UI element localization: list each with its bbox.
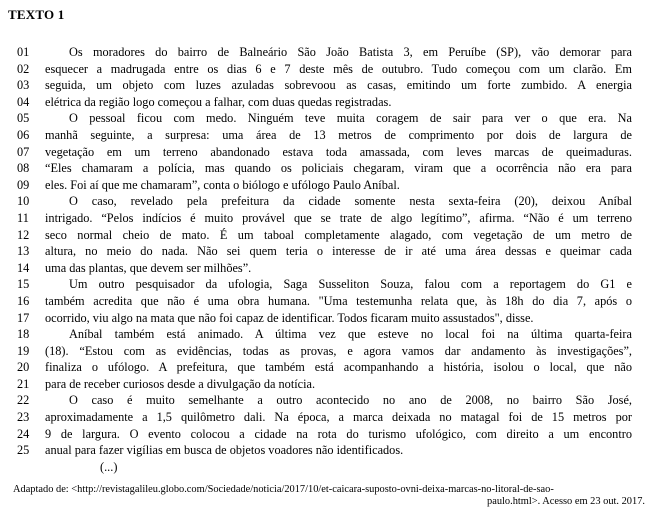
line-text: uma das plantas, que devem ser milhões”.	[45, 260, 252, 275]
line-number: 22	[17, 393, 30, 408]
line-number: 18	[17, 327, 30, 342]
text-line	[0, 110, 647, 127]
text-line	[0, 210, 647, 227]
ellipsis-text: (...)	[100, 459, 118, 474]
text-line	[0, 177, 647, 194]
text-line	[0, 359, 647, 376]
line-number: 09	[17, 177, 30, 192]
line-text: eles. Foi aí que me chamaram”, conta o biólogo e ufólogo Paulo Aníbal.	[45, 177, 400, 192]
line-number: 04	[17, 94, 30, 109]
line-text: altura, no meio do nada. Não sei quem teria o interesse de ir até uma área dessas e queimar cada	[45, 244, 632, 259]
line-text: também acredita que não é uma obra humana. "Uma testemunha relata que, às 18h do dia 7, após o	[45, 293, 632, 308]
text-line	[0, 376, 647, 393]
line-text: Aníbal também está animado. A última vez que esteve no local foi na última quarta-feira	[69, 327, 632, 342]
ellipsis-line	[100, 459, 647, 476]
line-text: “Eles chamaram a polícia, mas quando os policiais chegaram, viram que a ocorrência não era para	[45, 161, 632, 176]
line-text: vegetação em um terreno abandonado estava toda amassada, com leves marcas de queimaduras.	[45, 144, 632, 159]
text-line	[0, 409, 647, 426]
line-text: manhã seguinte, a surpresa: uma área de 13 metros de comprimento por dois de largura de	[45, 127, 632, 142]
line-text: Os moradores do bairro de Balneário São João Batista 3, em Peruíbe (SP), vão demorar para	[69, 45, 632, 59]
text-line	[0, 160, 647, 177]
text-line	[0, 94, 647, 111]
line-number: 08	[17, 161, 30, 176]
line-number: 05	[17, 111, 30, 126]
line-number: 23	[17, 410, 30, 425]
text-line	[0, 392, 647, 409]
line-text: intrigado. “Pelos indícios é muito provável que se trate de algo legítimo”, afirma. “Não é um terreno	[45, 210, 632, 225]
text-line	[0, 343, 647, 360]
text-body	[0, 44, 647, 475]
text-line	[0, 127, 647, 144]
text-line	[0, 144, 647, 161]
line-number: 17	[17, 310, 30, 325]
line-number: 16	[17, 293, 30, 308]
line-number: 20	[17, 360, 30, 375]
text-line	[0, 243, 647, 260]
text-line	[0, 326, 647, 343]
text-line	[0, 442, 647, 459]
line-number: 06	[17, 127, 30, 142]
line-text: Um outro pesquisador da ufologia, Saga Susseliton Souza, falou com a reportagem do G1 e	[69, 277, 632, 292]
line-number: 07	[17, 144, 30, 159]
citation-access-line: paulo.html>. Acesso em 23 out. 2017.	[487, 496, 645, 507]
line-number: 03	[17, 78, 30, 93]
line-number: 25	[17, 443, 30, 458]
text-line	[0, 227, 647, 244]
text-line	[0, 293, 647, 310]
line-number: 13	[17, 244, 30, 259]
line-number: 14	[17, 260, 30, 275]
line-number: 19	[17, 343, 30, 358]
citation-block	[8, 484, 645, 508]
line-text: O caso, revelado pela prefeitura da cidade somente nesta sexta-feira (20), deixou Aníbal	[69, 194, 632, 209]
line-text: para de receber curiosos desde a divulgação da notícia.	[45, 376, 316, 391]
text-line	[0, 260, 647, 277]
line-text: ocorrido, viu algo na mata que não foi capaz de identificar. Todos ficaram muito assustados", disse.	[45, 310, 534, 325]
text-line	[0, 44, 647, 61]
line-number: 10	[17, 194, 30, 209]
line-number: 01	[17, 45, 30, 59]
line-number: 24	[17, 426, 30, 441]
line-text: aproximadamente a 1,5 quilômetro dali. Na época, a marca deixada no matagal foi de 15 metros por	[45, 410, 632, 425]
text-line	[0, 426, 647, 443]
numbered-lines	[0, 44, 647, 459]
line-text: finaliza o ufólogo. A prefeitura, que também está acompanhando a história, isolou o local, que não	[45, 360, 632, 375]
text-line	[0, 61, 647, 78]
line-number: 02	[17, 61, 30, 76]
line-number: 15	[17, 277, 30, 292]
line-text: seguida, um objeto com luzes azuladas sobrevoou as casas, emitindo um forte zumbido. A energia	[45, 78, 632, 93]
text-title: TEXTO 1	[8, 7, 65, 22]
line-text: elétrica da região logo começou a falhar, com duas quedas registradas.	[45, 94, 392, 109]
text-line	[0, 276, 647, 293]
line-text: (18). “Estou com as evidências, todas as provas, e agora vamos dar andamento às investigações”,	[45, 343, 632, 358]
line-text: esquecer a madrugada entre os dias 6 e 7 deste mês de outubro. Tudo começou com um clarão. Em	[45, 61, 632, 76]
line-number: 11	[17, 210, 29, 225]
line-text: seco normal cheio de mato. É um taboal completamente alagado, com vegetação de um metro de	[45, 227, 632, 242]
line-text: O pessoal ficou com medo. Ninguém teve muita coragem de sair para ver o que era. Na	[69, 111, 632, 126]
line-text: O caso é muito semelhante a outro acontecido no ano de 2008, no bairro São José,	[69, 393, 632, 408]
text-line	[0, 193, 647, 210]
citation-source-line: Adaptado de: <http://revistagalileu.globo.com/Sociedade/noticia/2017/10/et-caicara-suposto-ovni-deixa-marcas-no-litoral-de-sao-	[13, 484, 554, 495]
line-text: 9 de largura. O evento colocou a cidade na rota do turismo ufológico, com direito a um encontro	[45, 426, 632, 441]
text-line	[0, 310, 647, 327]
line-number: 12	[17, 227, 30, 242]
line-number: 21	[17, 376, 30, 391]
text-line	[0, 77, 647, 94]
line-text: anual para fazer vigílias em busca de objetos voadores não identificados.	[45, 443, 404, 458]
